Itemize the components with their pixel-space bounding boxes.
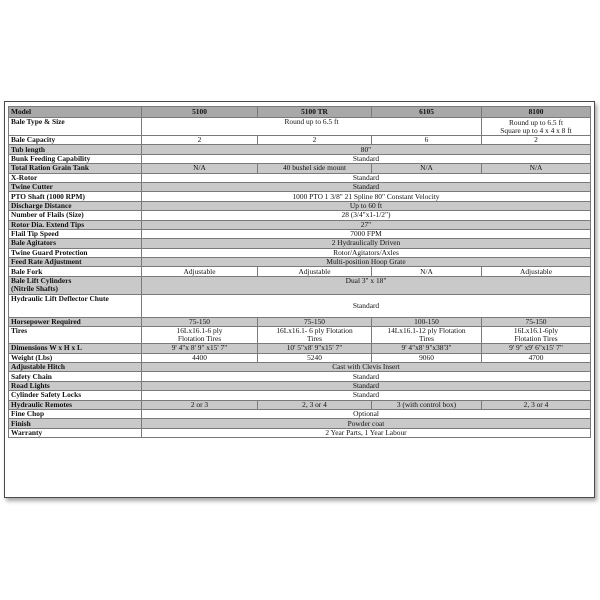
table-cell: 9' 4"x 8' 9" x15' 7" [142,344,258,353]
table-cell: 1000 PTO 1 3/8" 21 Spline 80" Constant Velocity [142,192,591,201]
cell-line: Flotation Tires [177,334,222,344]
table-cell: 3 (with control box) [372,400,482,409]
table-cell: 2 or 3 [142,400,258,409]
table-row [9,145,591,154]
row-label: X-Rotor [9,173,142,182]
table-cell: 80" [142,145,591,154]
row-label: Number of Flails (Size) [9,211,142,220]
table-cell: N/A [142,164,258,173]
table-cell: Standard [142,294,591,317]
row-label: Tub length [9,145,142,154]
cell-line: 16Lx16.1- 6 ply Flotation [276,326,353,336]
table-row [9,381,591,390]
table-row [9,258,591,267]
table-cell: N/A [372,267,482,276]
row-label: Horsepower Required [9,317,142,326]
table-cell: Adjustable [482,267,591,276]
table-cell: 75-150 [142,317,258,326]
table-row [9,428,591,437]
table-row [9,229,591,238]
table-cell: 9' 9" x9' 6"x15' 7" [482,344,591,353]
table-cell: Adjustable [258,267,372,276]
table-row [9,211,591,220]
spec-table [8,106,591,438]
row-label: Twine Cutter [9,182,142,191]
row-label: Twine Guard Protection [9,248,142,257]
row-label: Weight (Lbs) [9,353,142,362]
cell-line: Tires [419,334,434,344]
table-cell: 7000 FPM [142,229,591,238]
table-cell: 40 bushel side mount [258,164,372,173]
cell-line: Square up to 4 x 4 x 8 ft [500,125,572,135]
table-cell: Dual 3" x 18" [142,276,591,294]
table-cell: Adjustable [142,267,258,276]
row-label: Bale Fork [9,267,142,276]
table-cell [482,118,591,136]
row-label: Total Ration Grain Tank [9,164,142,173]
row-label: PTO Shaft (1000 RPM) [9,192,142,201]
table-row [9,136,591,145]
table-cell [372,327,482,344]
table-cell: 4700 [482,353,591,362]
table-row [9,267,591,276]
column-header: 8100 [482,107,591,118]
table-row [9,317,591,326]
row-label: Bale Agitators [9,239,142,248]
table-cell: 75-150 [258,317,372,326]
row-label: Flail Tip Speed [9,229,142,238]
row-label: Rotor Dia. Extend Tips [9,220,142,229]
row-label: Feed Rate Adjustment [9,258,142,267]
cell-line: Tires [307,334,322,344]
table-row [9,419,591,428]
table-cell: N/A [482,164,591,173]
table-cell: 2 Year Parts, 1 Year Labour [142,428,591,437]
cell-line: Round up to 6.5 ft [509,117,563,127]
table-row [9,294,591,317]
cell-line: 16Lx16.1-6 ply [176,326,223,336]
table-row [9,372,591,381]
spec-sheet-frame [4,101,595,498]
table-row [9,327,591,344]
table-cell: Standard [142,154,591,163]
table-row [9,344,591,353]
table-cell: Rotor/Agitators/Axles [142,248,591,257]
row-label: Warranty [9,428,142,437]
row-label: Discharge Distance [9,201,142,210]
table-cell: Standard [142,173,591,182]
table-cell: 2 [482,136,591,145]
table-cell: 2, 3 or 4 [258,400,372,409]
row-label: Adjustable Hitch [9,363,142,372]
table-cell: 5240 [258,353,372,362]
table-cell: Powder coat [142,419,591,428]
table-cell [258,327,372,344]
table-cell: Standard [142,372,591,381]
table-cell: 27" [142,220,591,229]
row-label: Fine Chop [9,409,142,418]
column-header: Model [9,107,142,118]
table-cell: 2 Hydraulically Driven [142,239,591,248]
table-cell: Cast with Clevis Insert [142,363,591,372]
table-row [9,118,591,136]
table-row [9,248,591,257]
table-cell: 100-150 [372,317,482,326]
spec-table-container [8,106,590,438]
table-cell: Standard [142,381,591,390]
row-label [9,276,142,294]
row-label-line: (Nitrile Shafts) [11,284,59,294]
column-header: 5100 [142,107,258,118]
table-row [9,173,591,182]
table-cell: 2 [142,136,258,145]
row-label: Hydraulic Lift Deflector Chute [9,294,142,317]
table-cell: N/A [372,164,482,173]
table-cell: 75-150 [482,317,591,326]
row-label: Bunk Feeding Capability [9,154,142,163]
table-row [9,276,591,294]
table-row [9,182,591,191]
row-label: Bale Capacity [9,136,142,145]
table-cell: Optional [142,409,591,418]
table-cell: Standard [142,182,591,191]
row-label: Safety Chain [9,372,142,381]
table-cell [142,327,258,344]
table-cell: Up to 60 ft [142,201,591,210]
row-label: Bale Type & Size [9,118,142,136]
table-cell [482,327,591,344]
table-row [9,201,591,210]
row-label-line: Bale Lift Cylinders [11,276,72,286]
table-row [9,353,591,362]
table-row [9,154,591,163]
table-cell: 4400 [142,353,258,362]
cell-line: 16Lx16.1-6ply [513,326,559,336]
table-row [9,363,591,372]
table-cell: 2 [258,136,372,145]
row-label: Hydraulic Remotes [9,400,142,409]
table-row [9,220,591,229]
column-header: 6105 [372,107,482,118]
row-label: Cylinder Safety Locks [9,391,142,400]
cell-line: 14Lx16.1-12 ply Flotation [387,326,466,336]
row-label: Road Lights [9,381,142,390]
column-header: 5100 TR [258,107,372,118]
table-header-row [9,107,591,118]
table-row [9,192,591,201]
cell-line: Flotation Tires [514,334,558,344]
table-row [9,239,591,248]
table-cell: 9' 4"x8' 9"x38'3" [372,344,482,353]
table-row [9,164,591,173]
table-cell: 28 (3/4"x1-1/2") [142,211,591,220]
table-cell: Multi-position Hoop Grate [142,258,591,267]
table-cell: Standard [142,391,591,400]
row-label: Dimensions W x H x L [9,344,142,353]
table-cell: 6 [372,136,482,145]
table-row [9,400,591,409]
table-cell: 9060 [372,353,482,362]
row-label: Finish [9,419,142,428]
table-cell: 2, 3 or 4 [482,400,591,409]
row-label: Tires [9,327,142,344]
table-cell: 10' 5"x8' 9"x15' 7" [258,344,372,353]
table-row [9,409,591,418]
table-cell: Round up to 6.5 ft [142,118,482,136]
table-row [9,391,591,400]
